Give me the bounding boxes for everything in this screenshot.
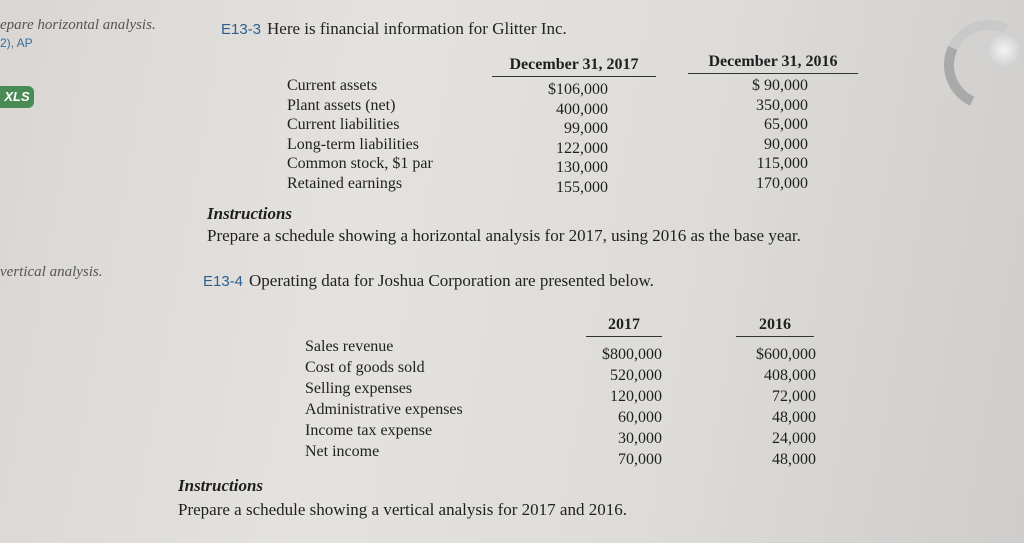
- cell-value: 408,000: [764, 367, 816, 384]
- e13-3-values-2016: [718, 76, 808, 193]
- exercise-heading: Operating data for Joshua Corporation are presented below.: [249, 271, 654, 290]
- instructions-heading: Instructions: [207, 204, 293, 223]
- cell-value: 130,000: [556, 159, 608, 176]
- exercise-number: E13-4: [203, 273, 244, 290]
- xls-icon: XLS: [0, 86, 34, 108]
- instructions-text: Prepare a schedule showing a horizontal analysis for 2017, using 2016 as the base year.: [207, 226, 801, 245]
- cell-value: $ 90,000: [752, 77, 808, 94]
- column-header-2016: December 31, 2016: [688, 53, 858, 74]
- column-header-2017: December 31, 2017: [492, 56, 656, 77]
- row-label: Net income: [305, 443, 380, 460]
- exercise-number: E13-3: [221, 21, 262, 38]
- cell-value: 520,000: [610, 367, 662, 384]
- instructions-heading: Instructions: [178, 476, 264, 495]
- column-header-2017: 2017: [586, 316, 662, 337]
- cell-value: 122,000: [556, 139, 608, 157]
- row-label: Long-term liabilities: [287, 135, 419, 153]
- cell-value: 48,000: [772, 451, 816, 468]
- cell-value: 400,000: [556, 100, 608, 118]
- column-header-2016: 2016: [736, 316, 814, 337]
- cell-value: 72,000: [772, 388, 816, 405]
- e13-3-values-2017: [520, 80, 608, 197]
- row-label: Income tax expense: [305, 422, 433, 439]
- row-label: Cost of goods sold: [305, 359, 425, 376]
- exercise-title-e13-3: [221, 19, 567, 39]
- cell-value: 120,000: [610, 388, 662, 405]
- cell-value: 60,000: [618, 409, 662, 426]
- cell-value: 170,000: [756, 174, 808, 192]
- e13-4-labels: [305, 336, 463, 462]
- margin-note-horizontal: epare horizontal analysis.: [0, 17, 156, 33]
- cell-value: 155,000: [556, 178, 608, 196]
- row-label: Plant assets (net): [287, 96, 396, 114]
- cell-value: 99,000: [564, 120, 608, 137]
- margin-note-vertical: vertical analysis.: [0, 264, 103, 280]
- cell-value: 24,000: [772, 430, 816, 447]
- cell-value: $106,000: [548, 81, 608, 98]
- row-label: Selling expenses: [305, 380, 413, 397]
- cell-value: 30,000: [618, 430, 662, 447]
- instructions-text: Prepare a schedule showing a vertical analysis for 2017 and 2016.: [178, 500, 627, 519]
- row-label: Common stock, $1 par: [287, 155, 433, 172]
- row-label: Current liabilities: [287, 116, 400, 133]
- cell-value: $600,000: [756, 346, 816, 363]
- e13-4-values-2017: [572, 344, 662, 470]
- row-label: Sales revenue: [305, 338, 394, 355]
- margin-ref: 2), AP: [0, 36, 33, 50]
- row-label: Retained earnings: [287, 174, 403, 192]
- e13-3-labels: [287, 76, 433, 193]
- row-label: Administrative expenses: [305, 401, 463, 418]
- e13-4-values-2016: [722, 344, 816, 470]
- cell-value: 350,000: [756, 96, 808, 114]
- cell-value: 70,000: [618, 451, 662, 468]
- row-label: Current assets: [287, 77, 378, 94]
- cell-value: 90,000: [764, 135, 808, 153]
- exercise-title-e13-4: [203, 271, 654, 291]
- cell-value: $800,000: [602, 346, 662, 363]
- exercise-heading: Here is financial information for Glitter Inc.: [267, 19, 567, 38]
- cell-value: 115,000: [756, 155, 808, 172]
- cell-value: 48,000: [772, 409, 816, 426]
- cell-value: 65,000: [764, 116, 808, 133]
